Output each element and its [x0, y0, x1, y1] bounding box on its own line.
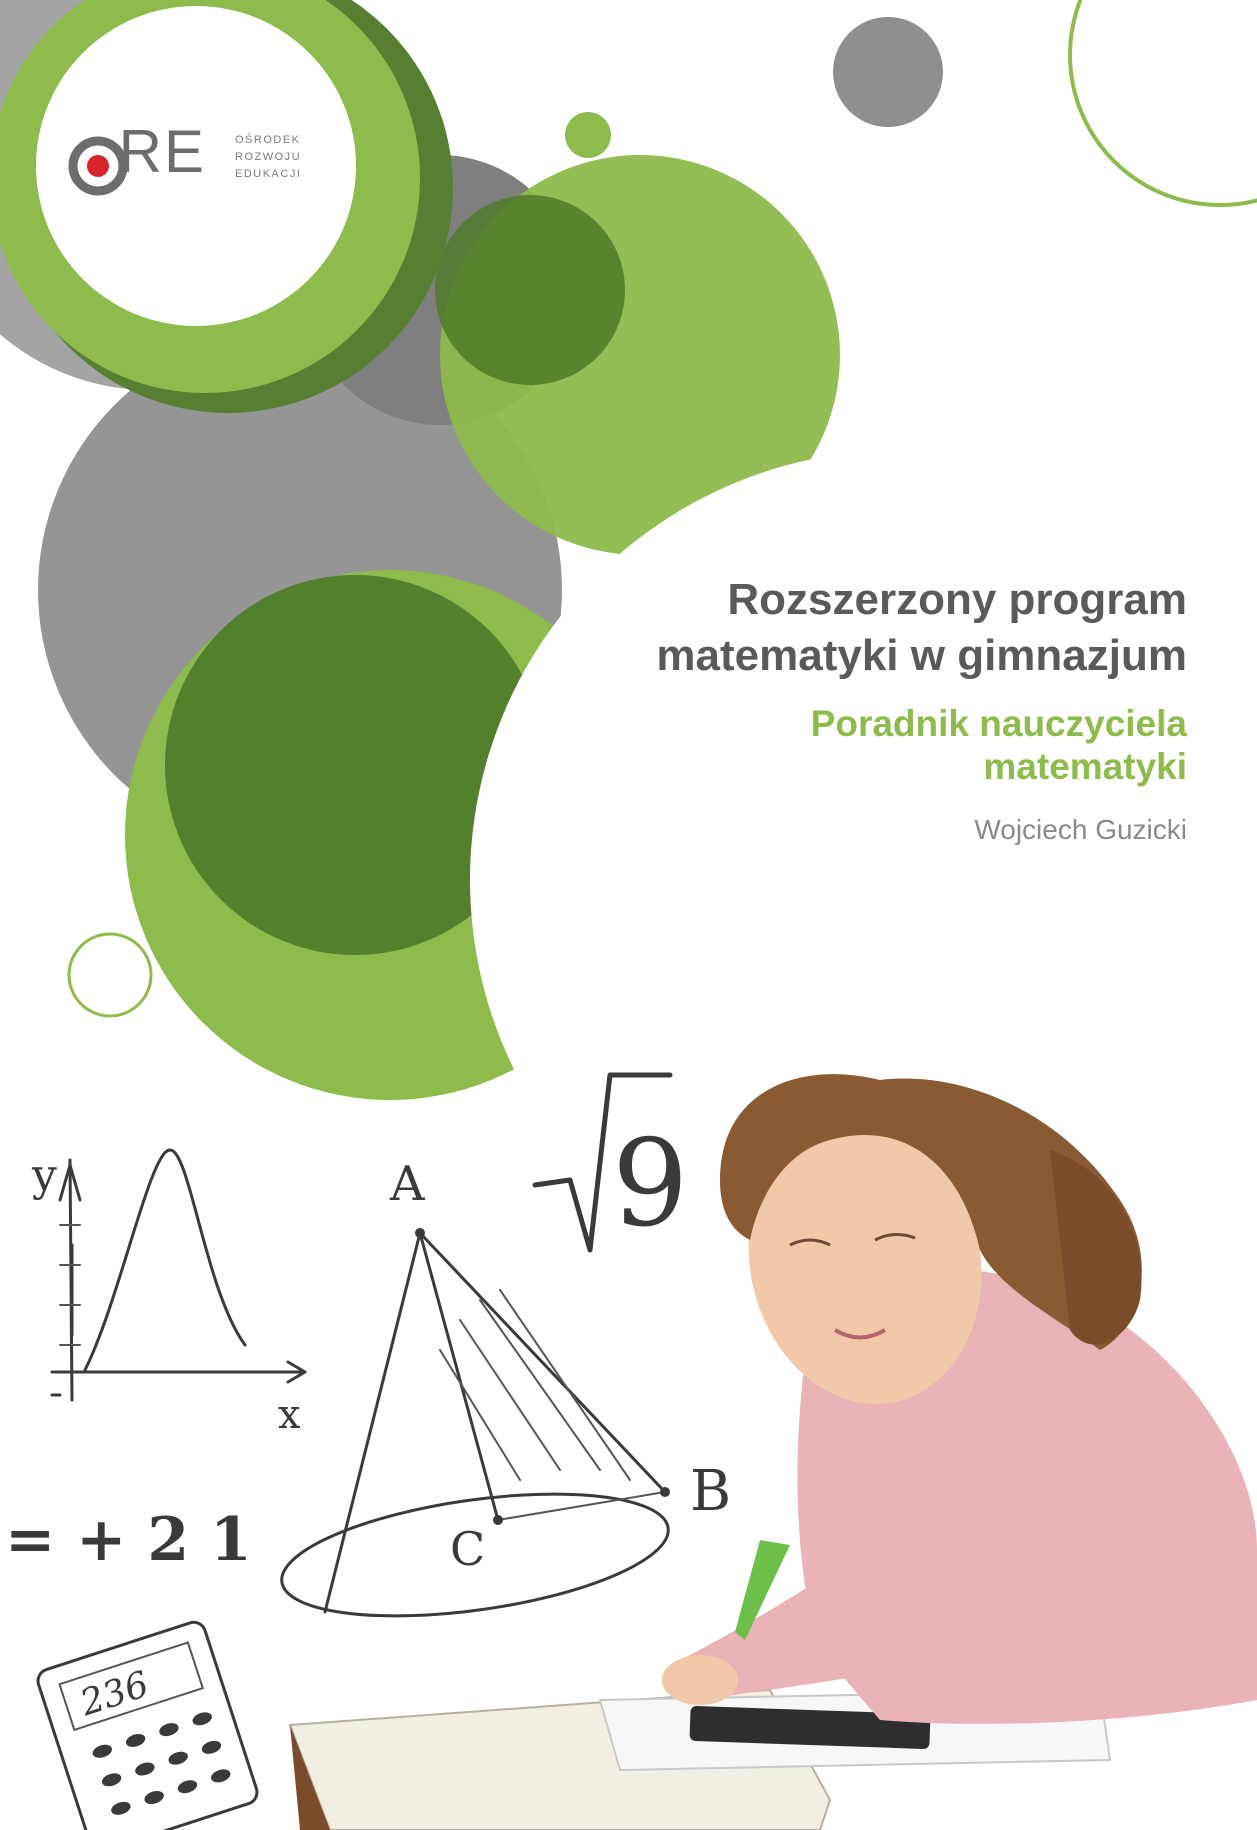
outline-circle-top-right	[1070, 0, 1257, 205]
axis-y-label: y	[32, 1150, 57, 1201]
sketch-digits: = + 2 1	[5, 1505, 252, 1575]
vertex-a-label: A	[390, 1156, 425, 1212]
author-name: Wojciech Guzicki	[974, 814, 1187, 845]
small-outline-circle-left	[69, 934, 151, 1016]
logo-subtitle	[235, 132, 301, 183]
logo-line-2: ROZWOJU	[235, 151, 302, 163]
small-gray-circle	[833, 17, 943, 127]
logo-line-3: EDUKACJI	[235, 168, 302, 180]
sketch-graph	[31, 1150, 305, 1438]
vertex-b-label: B	[690, 1459, 732, 1524]
subtitle-line-2: matematyki	[983, 746, 1187, 787]
logo-wordmark	[70, 118, 207, 185]
sqrt-value: 9	[612, 1115, 689, 1254]
hand	[662, 1655, 738, 1705]
title-block	[427, 572, 1187, 846]
sketch-calculator	[35, 1619, 260, 1830]
subtitle-line-1: Poradnik nauczyciela	[810, 703, 1187, 744]
logo-line-1: OŚRODEK	[235, 134, 301, 146]
small-green-dot	[565, 112, 611, 158]
calculator-display: 236	[75, 1664, 154, 1725]
logo-letters: RE	[118, 118, 207, 185]
title-line-1: Rozszerzony program	[727, 575, 1187, 624]
title-line-2: matematyki w gimnazjum	[656, 631, 1187, 680]
vertex-c-label: C	[450, 1522, 486, 1576]
axis-x-label: x	[278, 1392, 301, 1438]
overlap-dark-green	[435, 195, 625, 385]
